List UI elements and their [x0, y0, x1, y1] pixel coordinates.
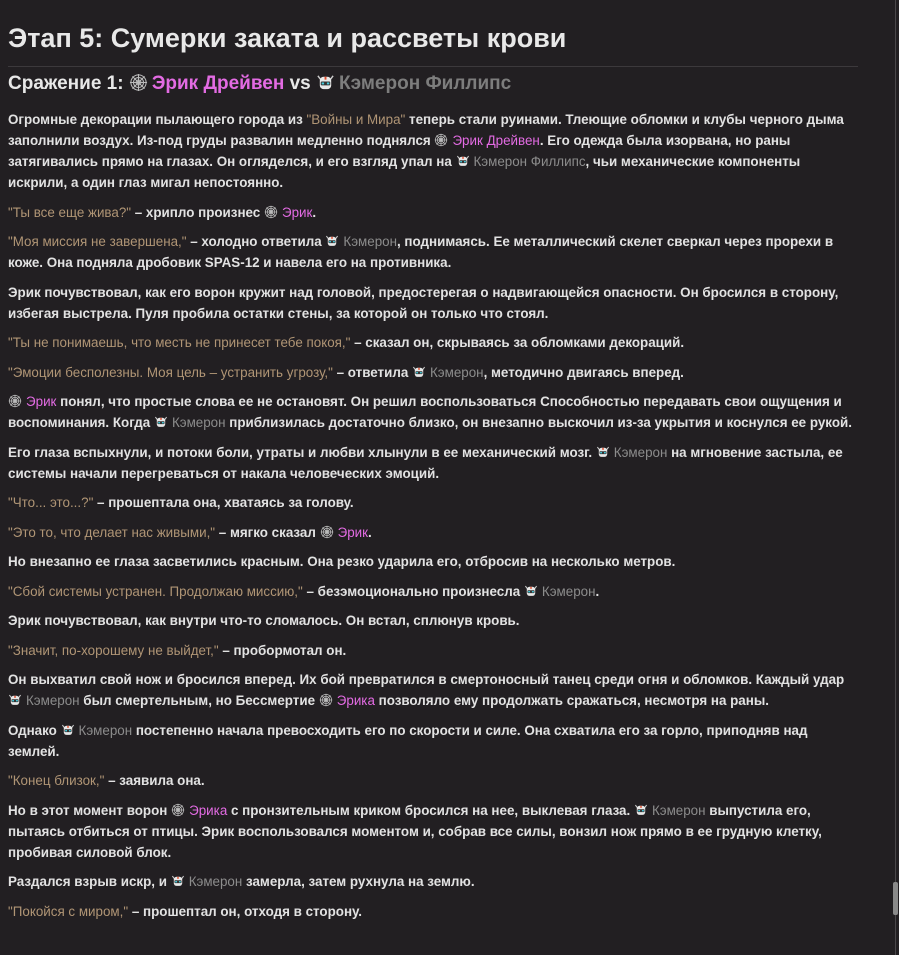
narration-text: теперь стали руинами. Тлеющие обломки и клубы черного дыма заполнили воздух. Из-под груды развалин медленно поднялся	[8, 112, 844, 148]
robot-icon	[171, 873, 185, 887]
narration-text: , чьи механические компоненты искрили, а один глаз мигал непостоянно.	[8, 154, 801, 190]
story-paragraph	[8, 492, 858, 513]
story-paragraph	[8, 391, 858, 433]
narration-text: Огромные декорации пылающего города из	[8, 112, 307, 127]
narration-text: замерла, затем рухнула на землю.	[242, 874, 475, 889]
narration-text: Он выхватил свой нож и бросился вперед. Их бой превратился в смертоносный танец среди огня и обломков. Каждый удар	[8, 672, 845, 687]
story-paragraph	[8, 442, 858, 484]
story-paragraph	[8, 332, 858, 353]
narration-text: Однако	[8, 722, 61, 738]
story-paragraph	[8, 231, 858, 273]
character-eric: Эрик	[281, 204, 313, 220]
fighter-cameron: Кэмерон Филлипс	[339, 73, 512, 94]
narration-text: выпустила его, пытаясь отбиться от птицы. Эрик воспользовался моментом и, собрав все силы, вонзил нож прямо в ее грудную клетку, пробивая силовой блок.	[8, 802, 822, 860]
dialogue-quote: "Ты все еще жива?"	[8, 204, 132, 220]
narration-text: – ответила	[332, 364, 412, 380]
narration-text: постепенно начала превосходить его по скорости и силе. Она схватила его за горло, приподняв над землей.	[8, 722, 808, 759]
story-paragraph	[8, 901, 858, 922]
robot-icon	[524, 583, 538, 597]
story-paragraph	[8, 202, 858, 223]
character-cameron: Кэмерон Филлипс	[473, 154, 586, 169]
dialogue-quote: "Это то, что делает нас живыми,"	[8, 524, 216, 540]
story-paragraph	[8, 720, 858, 762]
character-eric: Эрик	[26, 394, 57, 409]
narration-text: Но в этот момент ворон	[8, 802, 172, 818]
robot-icon	[634, 802, 648, 816]
narration-text: был смертельным, но Бессмертие	[79, 693, 319, 708]
story-paragraph	[8, 770, 858, 791]
story-paragraph	[8, 871, 858, 892]
robot-icon	[325, 233, 339, 247]
dialogue-quote: "Значит, по-хорошему не выйдет,"	[8, 642, 219, 658]
dialogue-quote: "Что... это...?"	[8, 495, 94, 510]
robot-icon	[456, 153, 470, 167]
narration-text: Но внезапно ее глаза засветились красным. Она резко ударила его, отбросив на несколько метров.	[8, 554, 676, 569]
narration-text: – холодно ответила	[186, 234, 326, 249]
web-icon	[319, 692, 333, 706]
narration-text: с пронзительным криком бросился на нее, выклевая глаза.	[227, 802, 634, 818]
narration-text: – пробормотал он.	[218, 642, 347, 658]
robot-icon	[412, 364, 426, 378]
narration-text: – хрипло произнес	[131, 204, 264, 220]
character-cameron: Кэмерон	[613, 444, 668, 460]
divider	[8, 66, 858, 67]
dialogue-quote: "Ты не понимаешь, что месть не принесет тебе покоя,"	[8, 335, 351, 350]
battle-heading	[8, 69, 858, 99]
character-eric: Эрика	[189, 802, 228, 818]
story-paragraph	[8, 581, 858, 602]
vs-label: vs	[289, 73, 311, 94]
robot-icon	[61, 722, 75, 736]
web-icon	[8, 393, 22, 407]
web-icon	[264, 204, 278, 218]
character-eric: Эрик Дрейвен	[452, 133, 540, 148]
character-eric: Эрик	[337, 524, 369, 540]
story-paragraph	[8, 362, 858, 383]
story-paragraph	[8, 640, 858, 661]
character-cameron: Кэмерон	[430, 364, 484, 380]
dialogue-quote: "Эмоции бесполезны. Моя цель – устранить угрозу,"	[8, 364, 333, 380]
story-paragraph	[8, 610, 858, 631]
story-paragraph	[8, 522, 858, 543]
narration-text: Его глаза вспыхнули, и потоки боли, утраты и любви хлынули в ее механический мозг.	[8, 444, 596, 460]
dialogue-quote: "Конец близок,"	[8, 773, 105, 788]
character-cameron: Кэмерон	[188, 874, 243, 889]
fighter-eric: Эрик Дрейвен	[151, 73, 285, 94]
story-body	[8, 109, 858, 922]
scrollbar-thumb[interactable]	[893, 882, 898, 915]
battle-label: Сражение 1:	[8, 73, 124, 94]
story-paragraph	[8, 669, 858, 711]
character-eric: Эрика	[336, 693, 375, 708]
narration-text: – мягко сказал	[215, 524, 320, 540]
narration-text: Раздался взрыв искр, и	[8, 874, 171, 889]
narration-text: .	[368, 524, 372, 540]
robot-icon	[596, 444, 610, 458]
character-cameron: Кэмерон	[541, 583, 596, 599]
page-title: Этап 5: Сумерки заката и рассветы крови	[8, 23, 567, 53]
story-paragraph	[8, 551, 858, 572]
robot-icon	[8, 692, 22, 706]
character-cameron: Кэмерон	[26, 693, 80, 708]
dialogue-quote: "Войны и Мира"	[306, 112, 406, 127]
character-cameron: Кэмерон	[78, 722, 133, 738]
narration-text: – безэмоционально произнесла	[302, 583, 524, 599]
narration-text: – прошептала она, хватаясь за голову.	[93, 495, 354, 510]
web-icon	[434, 132, 448, 146]
character-cameron: Кэмерон	[343, 234, 397, 249]
narration-text: , методично двигаясь вперед.	[483, 364, 684, 380]
robot-icon	[316, 72, 335, 91]
story-paragraph	[8, 800, 858, 863]
narration-text: на мгновение застыла, ее системы начали перегреваться от накала человеческих эмоций.	[8, 444, 843, 481]
narration-text: .	[595, 583, 600, 599]
character-cameron: Кэмерон	[171, 415, 226, 430]
narration-text: .	[312, 204, 317, 220]
narration-text: – заявила она.	[104, 773, 205, 788]
dialogue-quote: "Покойся с миром,"	[8, 903, 129, 919]
narration-text: . Его одежда была изорвана, но раны затягивались прямо на глазах. Он огляделся, и его взгляд упал на	[8, 133, 791, 169]
web-icon	[129, 72, 148, 91]
narration-text: – сказал он, скрываясь за обломками декораций.	[350, 335, 685, 350]
narration-text: позволяло ему продолжать сражаться, несмотря на раны.	[374, 693, 769, 708]
narration-text: – прошептал он, отходя в сторону.	[128, 903, 363, 919]
narration-text: приблизилась достаточно близко, он внезапно выскочил из-за укрытия и коснулся ее рукой.	[225, 415, 852, 430]
story-paragraph	[8, 282, 858, 324]
narration-text: , поднимаясь. Ее металлический скелет сверкал через прорехи в коже. Она подняла дробовик SPAS-12 и навела его на противника.	[8, 234, 834, 270]
narration-text: понял, что простые слова ее не остановят. Он решил воспользоваться Способностью передавать свои ощущения и воспоминания. Когда	[8, 394, 842, 430]
story-paragraph	[8, 109, 858, 193]
robot-icon	[154, 414, 168, 428]
scrollbar-track[interactable]	[895, 0, 896, 955]
dialogue-quote: "Сбой системы устранен. Продолжаю миссию,"	[8, 583, 303, 599]
narration-text: Эрик почувствовал, как внутри что-то сломалось. Он встал, сплюнув кровь.	[8, 613, 520, 628]
character-cameron: Кэмерон	[651, 802, 706, 818]
dialogue-quote: "Моя миссия не завершена,"	[8, 234, 187, 249]
web-icon	[171, 802, 185, 816]
web-icon	[320, 524, 334, 538]
narration-text: Эрик почувствовал, как его ворон кружит над головой, предостерегая о надвигающейся опасности. Он бросился в сторону, избегая выстрела. Пуля пробила остатки стены, за которой он только что стоял.	[8, 284, 839, 321]
